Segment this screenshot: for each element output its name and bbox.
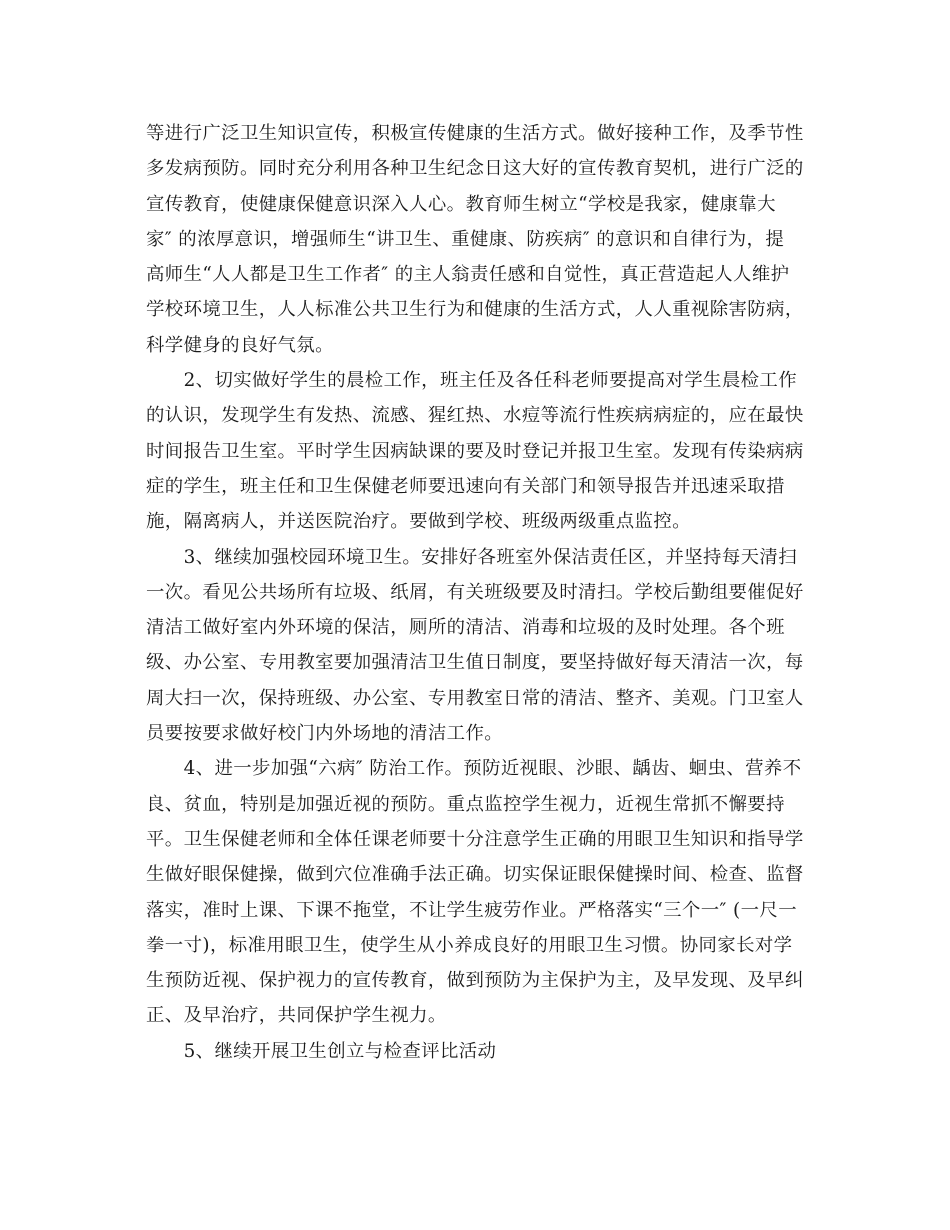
text-line: 家″ 的浓厚意识，增强师生“讲卫生、重健康、防疾病″ 的意识和自律行为，提 bbox=[146, 228, 785, 250]
text-line: 正、及早治疗，共同保护学生视力。 bbox=[146, 1005, 447, 1027]
text-line: 清洁工做好室内外环境的保洁，厕所的清洁、消毒和垃圾的及时处理。各个班 bbox=[146, 617, 785, 639]
text-line: 宣传教育，使健康保健意识深入人心。教育师生树立“学校是我家，健康靠大 bbox=[146, 193, 776, 215]
text-line: 员要按要求做好校门内外场地的清洁工作。 bbox=[146, 723, 504, 745]
text-line: 4、进一步加强“六病″ 防治工作。预防近视眼、沙眼、龋齿、蛔虫、营养不 bbox=[146, 758, 802, 780]
text-line: 拳一寸)，标准用眼卫生，使学生从小养成良好的用眼卫生习惯。协同家长对学 bbox=[146, 934, 793, 956]
text-line: 时间报告卫生室。平时学生因病缺课的要及时登记并报卫生室。发现有传染病病 bbox=[146, 440, 804, 462]
paragraph-item-5 bbox=[146, 1034, 806, 1069]
text-line: 多发病预防。同时充分利用各种卫生纪念日这大好的宣传教育契机，进行广泛的 bbox=[146, 158, 804, 180]
text-line: 的认识，发现学生有发热、流感、猩红热、水痘等流行性疾病病症的，应在最快 bbox=[146, 405, 804, 427]
paragraph-item-2 bbox=[146, 363, 806, 539]
text-line: 生做好眼保健操，做到穴位准确手法正确。切实保证眼保健操时间、检查、监督 bbox=[146, 864, 804, 886]
text-line: 周大扫一次，保持班级、办公室、专用教室日常的清洁、整齐、美观。门卫室人 bbox=[146, 687, 804, 709]
paragraph-item-4 bbox=[146, 751, 806, 1033]
text-line: 级、办公室、专用教室要加强清洁卫生值日制度，要坚持做好每天清洁一次，每 bbox=[146, 652, 804, 674]
document-body bbox=[146, 116, 806, 1069]
text-line: 5、继续开展卫生创立与检查评比活动 bbox=[146, 1040, 497, 1062]
text-line: 等进行广泛卫生知识宣传，积极宣传健康的生活方式。做好接种工作，及季节性 bbox=[146, 123, 804, 144]
text-line: 生预防近视、保护视力的宣传教育，做到预防为主保护为主，及早发现、及早纠 bbox=[146, 970, 804, 992]
text-line: 学校环境卫生，人人标准公共卫生行为和健康的生活方式，人人重视除害防病， bbox=[146, 299, 804, 321]
text-line: 科学健身的良好气氛。 bbox=[146, 334, 334, 356]
paragraph-intro-continued bbox=[146, 116, 806, 363]
text-line: 落实，准时上课、下课不拖堂，不让学生疲劳作业。严格落实“三个一″ (一尺一 bbox=[146, 899, 797, 921]
text-line: 平。卫生保健老师和全体任课老师要十分注意学生正确的用眼卫生知识和指导学 bbox=[146, 828, 804, 850]
text-line: 2、切实做好学生的晨检工作，班主任及各任科老师要提高对学生晨检工作 bbox=[146, 370, 797, 392]
text-line: 施，隔离病人，并送医院治疗。要做到学校、班级两级重点监控。 bbox=[146, 511, 691, 533]
text-line: 良、贫血，特别是加强近视的预防。重点监控学生视力，近视生常抓不懈要持 bbox=[146, 793, 785, 815]
text-line: 高师生“人人都是卫生工作者″ 的主人翁责任感和自觉性，真正营造起人人维护 bbox=[146, 264, 790, 286]
text-line: 一次。看见公共场所有垃圾、纸屑，有关班级要及时清扫。学校后勤组要催促好 bbox=[146, 581, 804, 603]
paragraph-item-3 bbox=[146, 540, 806, 752]
text-line: 3、继续加强校园环境卫生。安排好各班室外保洁责任区，并坚持每天清扫 bbox=[146, 546, 797, 568]
text-line: 症的学生，班主任和卫生保健老师要迅速向有关部门和领导报告并迅速采取措 bbox=[146, 475, 785, 497]
